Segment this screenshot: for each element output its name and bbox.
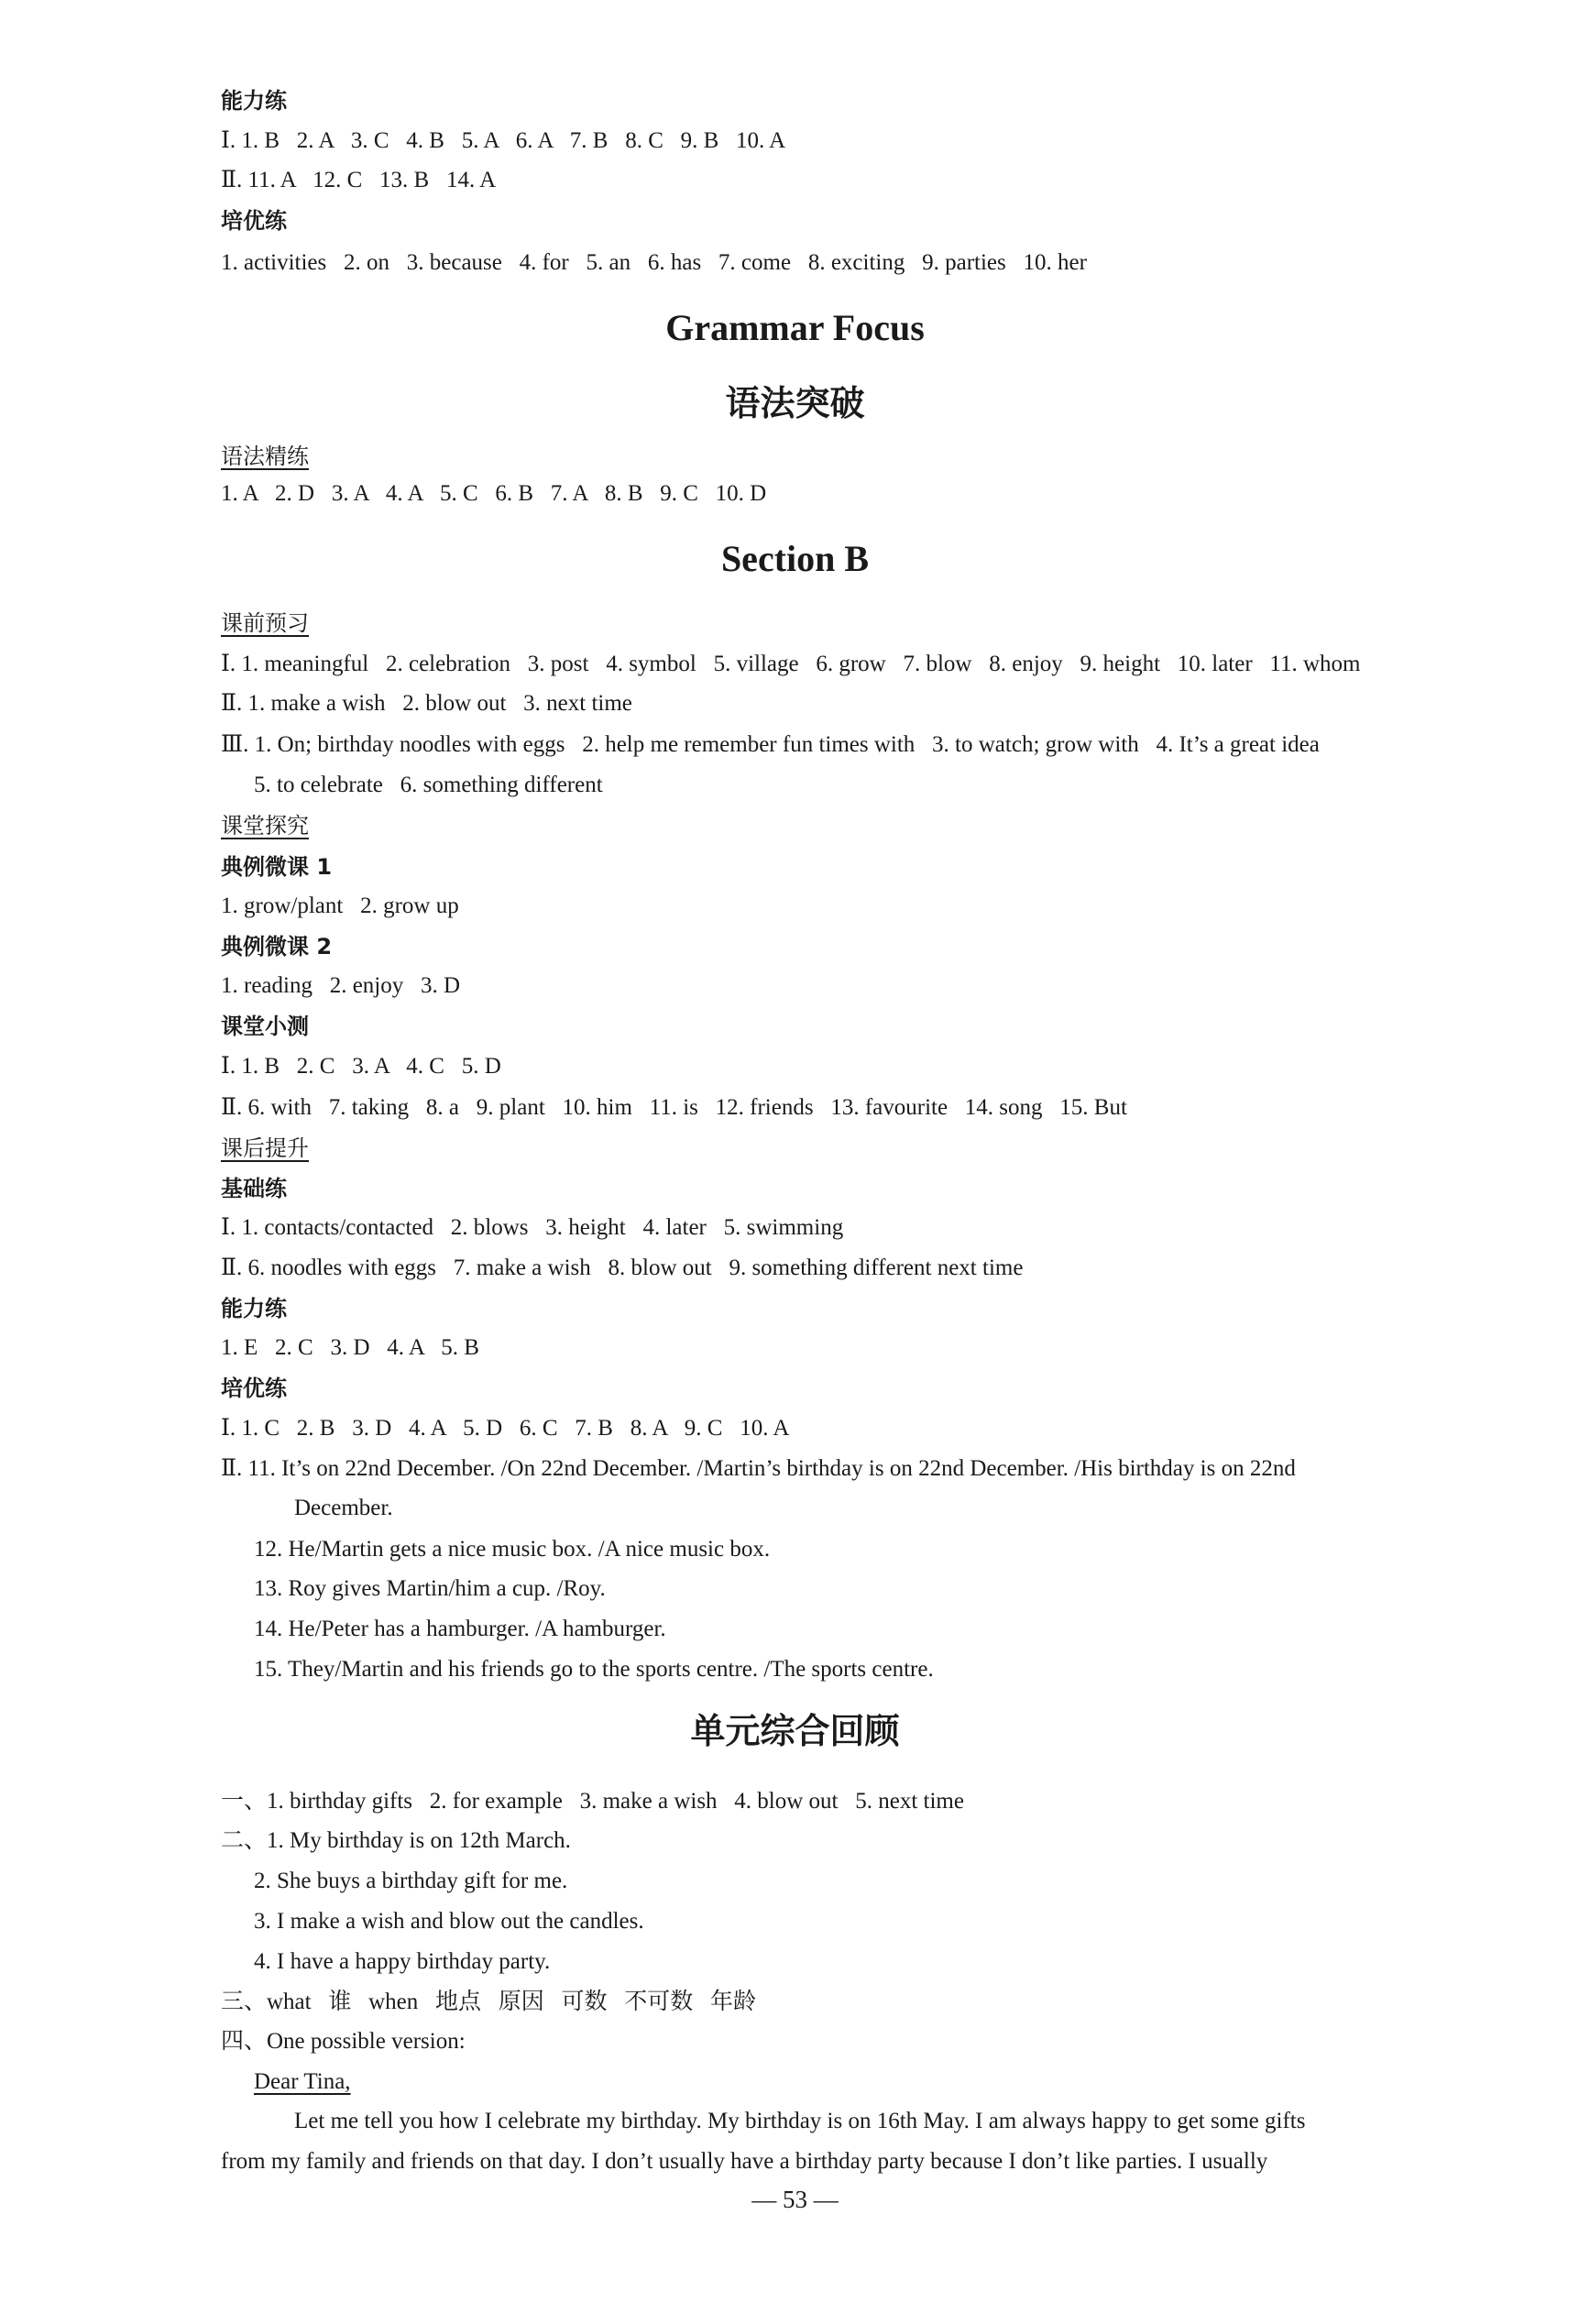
answer-line: Ⅲ. 1. On; birthday noodles with eggs 2. help me remember fun times with 3. to watch; grow with 4. It’s a great idea — [221, 732, 1320, 757]
answer-line: 1. E 2. C 3. D 4. A 5. B — [221, 1335, 479, 1360]
answer-line: 4. I have a happy birthday party. — [254, 1949, 551, 1974]
section-label: 基础练 — [221, 1176, 287, 1201]
section-label: 能力练 — [221, 88, 287, 114]
section-label: 课后提升 — [221, 1135, 309, 1161]
answer-line: 1. A 2. D 3. A 4. A 5. C 6. B 7. A 8. B 9. C 10. D — [221, 481, 767, 506]
section-heading: 语法突破 — [725, 383, 865, 423]
answer-line: Ⅰ. 1. contacts/contacted 2. blows 3. height 4. later 5. swimming — [221, 1215, 844, 1240]
section-label: 能力练 — [221, 1296, 287, 1321]
answer-line: Ⅰ. 1. B 2. A 3. C 4. B 5. A 6. A 7. B 8. C 9. B 10. A — [221, 128, 786, 153]
section-label: 培优练 — [221, 1376, 287, 1401]
section-label: 语法精练 — [221, 444, 309, 469]
answer-line: 3. I make a wish and blow out the candles. — [254, 1909, 644, 1934]
answer-line: 15. They/Martin and his friends go to the sports centre. /The sports centre. — [254, 1657, 934, 1682]
answer-line: Ⅰ. 1. meaningful 2. celebration 3. post 4. symbol 5. village 6. grow 7. blow 8. enjoy 9. height 10. later 11. whom — [221, 652, 1361, 676]
answer-line: 四、One possible version: — [221, 2029, 466, 2054]
section-label: 课堂探究 — [221, 813, 309, 839]
answer-line: Ⅱ. 6. noodles with eggs 7. make a wish 8. blow out 9. something different next time — [221, 1255, 1024, 1280]
section-heading: Grammar Focus — [665, 307, 925, 348]
answer-line: from my family and friends on that day. I don’t usually have a birthday party because I don’t like parties. I usually — [221, 2149, 1268, 2174]
answer-line: Let me tell you how I celebrate my birthday. My birthday is on 16th May. I am always happy to get some gifts — [294, 2109, 1306, 2133]
answer-line: 1. activities 2. on 3. because 4. for 5. an 6. has 7. come 8. exciting 9. parties 10. her — [221, 250, 1087, 275]
section-label: 典例微课 1 — [221, 854, 333, 880]
answer-line: Ⅱ. 6. with 7. taking 8. a 9. plant 10. him 11. is 12. friends 13. favourite 14. song 15. But — [221, 1095, 1127, 1120]
answer-line: 1. reading 2. enjoy 3. D — [221, 973, 461, 998]
section-label: 课前预习 — [221, 610, 309, 636]
answer-line: 12. He/Martin gets a nice music box. /A nice music box. — [254, 1537, 771, 1562]
answer-line: 13. Roy gives Martin/him a cup. /Roy. — [254, 1576, 606, 1601]
answer-line: Dear Tina, — [254, 2069, 351, 2094]
answer-line: Ⅱ. 11. It’s on 22nd December. /On 22nd December. /Martin’s birthday is on 22nd December. /His birthday is on 22nd — [221, 1456, 1296, 1481]
answer-line: 一、1. birthday gifts 2. for example 3. make a wish 4. blow out 5. next time — [221, 1789, 964, 1814]
answer-line: 2. She buys a birthday gift for me. — [254, 1869, 568, 1893]
section-heading: 单元综合回顾 — [690, 1711, 900, 1751]
page-number: — 53 — — [751, 2186, 839, 2213]
answer-line: December. — [294, 1496, 393, 1520]
answer-line: Ⅱ. 11. A 12. C 13. B 14. A — [221, 168, 497, 192]
answer-line: Ⅱ. 1. make a wish 2. blow out 3. next time — [221, 691, 632, 716]
section-label: 课堂小测 — [221, 1014, 309, 1039]
answer-line: Ⅰ. 1. B 2. C 3. A 4. C 5. D — [221, 1054, 501, 1079]
answer-line: Ⅰ. 1. C 2. B 3. D 4. A 5. D 6. C 7. B 8. A 9. C 10. A — [221, 1416, 790, 1441]
section-heading: Section B — [720, 538, 870, 579]
answer-line: 三、what 谁 when 地点 原因 可数 不可数 年龄 — [221, 1990, 756, 2014]
answer-line: 14. He/Peter has a hamburger. /A hamburger. — [254, 1617, 666, 1641]
answer-line: 5. to celebrate 6. something different — [254, 773, 603, 797]
section-label: 典例微课 2 — [221, 934, 333, 959]
answer-line: 二、1. My birthday is on 12th March. — [221, 1828, 571, 1853]
section-label: 培优练 — [221, 208, 287, 234]
answer-line: 1. grow/plant 2. grow up — [221, 893, 459, 918]
